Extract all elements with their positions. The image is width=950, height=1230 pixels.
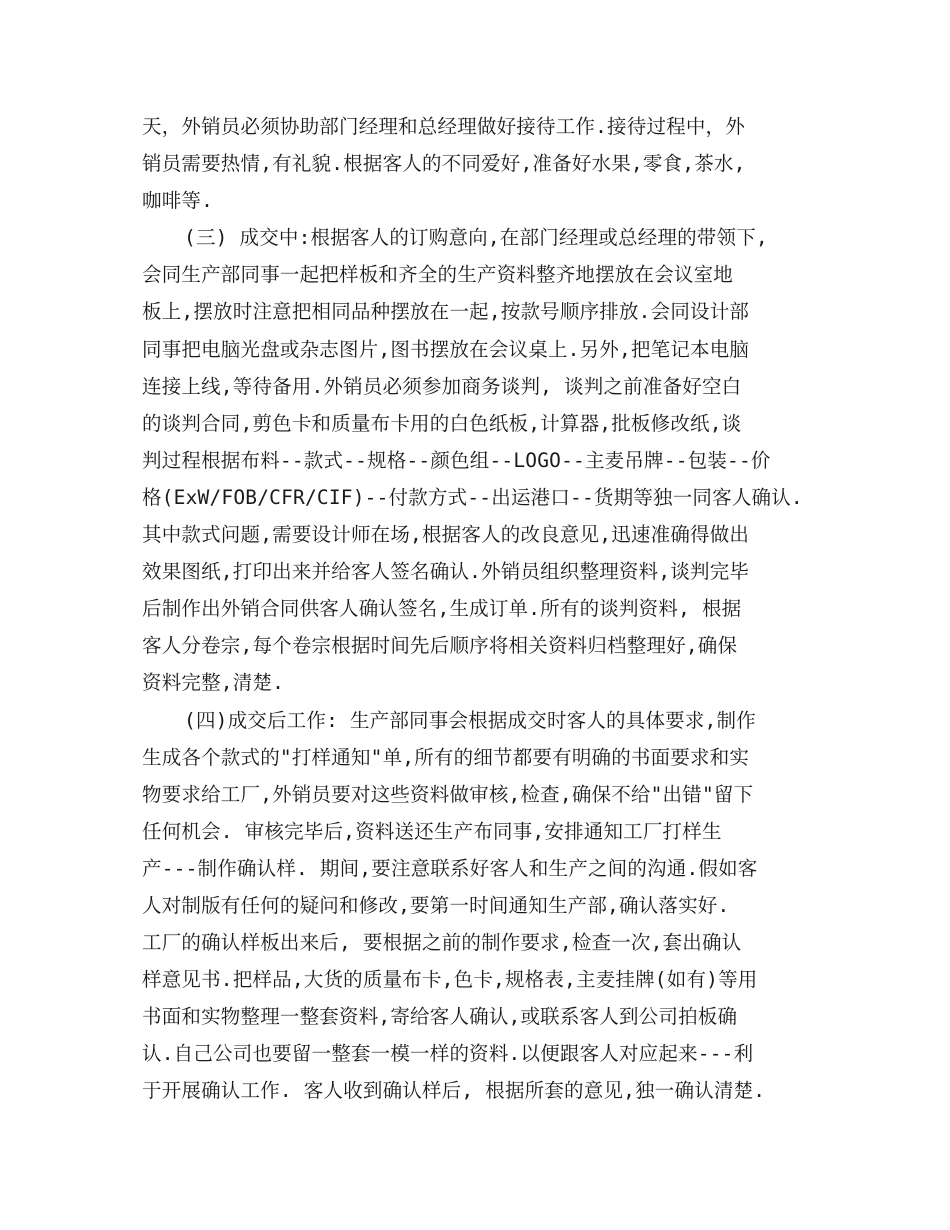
text-line: 销员需要热情,有礼貌.根据客人的不同爱好,准备好水果,零食,茶水, [142,152,746,176]
text-line: 样意见书.把样品,大货的质量布卡,色卡,规格表,主麦挂牌(如有)等用 [142,968,758,992]
text-line: 效果图纸,打印出来并给客人签名确认.外销员组织整理资料,谈判完毕 [142,560,750,584]
text-line: 格(ExW/FOB/CFR/CIF)--付款方式--出运港口--货期等独一同客人确认. [142,485,803,509]
text-line: 判过程根据布料--款式--规格--颜色组--LOGO--主麦吊牌--包装--价 [142,448,771,472]
text-line: 的谈判合同,剪色卡和质量布卡用的白色纸板,计算器,批板修改纸,谈 [142,411,742,435]
text-line: 其中款式问题,需要设计师在场,根据客人的改良意见,迅速准确得做出 [142,523,750,547]
text-line: 生成各个款式的"打样通知"单,所有的细节都要有明确的书面要求和实 [142,745,750,769]
text-line: 任何机会. 审核完毕后,资料送还生产布同事,安排通知工厂打样生 [142,819,722,843]
text-line: 天，外销员必须协助部门经理和总经理做好接待工作.接待过程中，外 [142,115,745,138]
text-line: 人对制版有任何的疑问和修改,要第一时间通知生产部,确认落实好. [142,893,730,917]
text-line: 连接上线,等待备用.外销员必须参加商务谈判, 谈判之前准备好空白 [142,374,742,398]
text-line: 会同生产部同事一起把样板和齐全的生产资料整齐地摆放在会议室地 [142,263,734,287]
text-line: 板上,摆放时注意把相同品种摆放在一起,按款号顺序排放.会同设计部 [142,300,750,324]
text-line: 产---制作确认样. 期间,要注意联系好客人和生产之间的沟通.假如客 [142,856,758,880]
text-line: 于开展确认工作. 客人收到确认样后, 根据所套的意见,独一确认清楚. [142,1079,766,1103]
text-line: 物要求给工厂,外销员要对这些资料做审核,检查,确保不给"出错"留下 [142,782,754,806]
text-line: 同事把电脑光盘或杂志图片,图书摆放在会议桌上.另外,把笔记本电脑 [142,337,750,361]
text-line: 后制作出外销合同供客人确认签名,生成订单.所有的谈判资料, 根据 [142,597,742,621]
paragraph-3-heading-line: (三) 成交中:根据客人的订购意向,在部门经理或总经理的带领下, [184,226,768,250]
text-line: 工厂的确认样板出来后, 要根据之前的制作要求,检查一次,套出确认 [142,931,742,955]
text-line: 书面和实物整理一整套资料,寄给客人确认,或联系客人到公司拍板确 [142,1005,738,1029]
text-line: 咖啡等. [142,189,214,213]
paragraph-4-heading-line: (四)成交后工作: 生产部同事会根据成交时客人的具体要求,制作 [184,708,756,732]
body-text [142,108,822,1110]
text-line: 资料完整,清楚. [142,671,285,695]
text-line: 客人分卷宗,每个卷宗根据时间先后顺序将相关资料归档整理好,确保 [142,634,738,658]
text-line: 认.自己公司也要留一整套一模一样的资料.以便跟客人对应起来---利 [142,1042,754,1066]
